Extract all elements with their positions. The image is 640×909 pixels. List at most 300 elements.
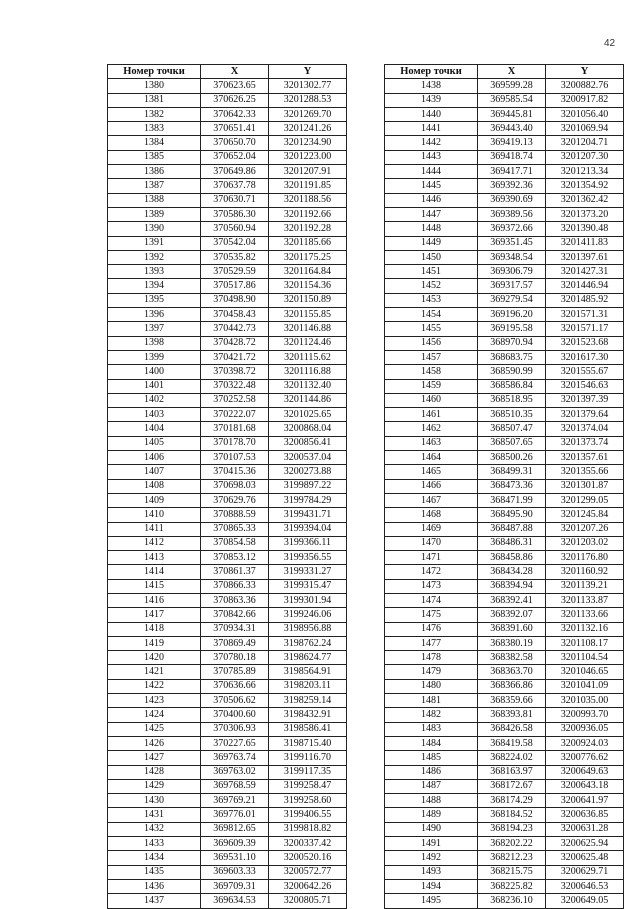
table-row: [108, 565, 347, 579]
x-coordinate-cell: 368194.23: [478, 822, 546, 836]
table-row: [385, 522, 624, 536]
x-coordinate-cell: 370637.78: [201, 179, 269, 193]
table-row: [385, 565, 624, 579]
y-coordinate-cell: 3201427.31: [546, 265, 624, 279]
table-row: [108, 751, 347, 765]
table-row: [385, 408, 624, 422]
x-coordinate-cell: 368392.41: [478, 593, 546, 607]
x-coordinate-cell: 368683.75: [478, 350, 546, 364]
x-coordinate-cell: 368458.86: [478, 551, 546, 565]
y-coordinate-cell: 3201288.53: [269, 93, 347, 107]
y-coordinate-cell: 3200537.04: [269, 451, 347, 465]
table-row: [385, 794, 624, 808]
x-coordinate-cell: 370542.04: [201, 236, 269, 250]
point-number-cell: 1456: [385, 336, 478, 350]
table-row: [108, 522, 347, 536]
point-number-cell: 1477: [385, 636, 478, 650]
point-number-cell: 1483: [385, 722, 478, 736]
table-row: [385, 93, 624, 107]
x-coordinate-cell: 369769.21: [201, 794, 269, 808]
point-number-cell: 1397: [108, 322, 201, 336]
x-coordinate-cell: 369372.66: [478, 222, 546, 236]
table-row: [108, 651, 347, 665]
x-coordinate-cell: 368392.07: [478, 608, 546, 622]
point-number-cell: 1460: [385, 393, 478, 407]
x-coordinate-cell: 368473.36: [478, 479, 546, 493]
x-coordinate-cell: 370652.04: [201, 150, 269, 164]
y-coordinate-cell: 3201160.92: [546, 565, 624, 579]
y-coordinate-cell: 3200572.77: [269, 865, 347, 879]
point-number-cell: 1442: [385, 136, 478, 150]
x-coordinate-cell: 370560.94: [201, 222, 269, 236]
y-coordinate-cell: 3201373.74: [546, 436, 624, 450]
x-coordinate-cell: 370636.66: [201, 679, 269, 693]
point-number-cell: 1419: [108, 636, 201, 650]
table-row: [108, 136, 347, 150]
point-number-cell: 1387: [108, 179, 201, 193]
y-coordinate-cell: 3201223.00: [269, 150, 347, 164]
y-coordinate-cell: 3201374.04: [546, 422, 624, 436]
x-coordinate-cell: 370630.71: [201, 193, 269, 207]
y-coordinate-cell: 3200936.05: [546, 722, 624, 736]
table-row: [385, 722, 624, 736]
y-coordinate-cell: 3199394.04: [269, 522, 347, 536]
point-number-cell: 1381: [108, 93, 201, 107]
point-number-cell: 1408: [108, 479, 201, 493]
table-row: [385, 479, 624, 493]
point-number-cell: 1471: [385, 551, 478, 565]
point-number-cell: 1418: [108, 622, 201, 636]
table-header-row: [385, 65, 624, 79]
point-number-cell: 1434: [108, 851, 201, 865]
coordinates-table-right: [384, 64, 624, 909]
y-coordinate-cell: 3201192.28: [269, 222, 347, 236]
y-coordinate-cell: 3201207.30: [546, 150, 624, 164]
y-coordinate-cell: 3200273.88: [269, 465, 347, 479]
y-coordinate-cell: 3201041.09: [546, 679, 624, 693]
table-row: [108, 665, 347, 679]
table-row: [108, 879, 347, 893]
point-number-cell: 1479: [385, 665, 478, 679]
y-coordinate-cell: 3201269.70: [269, 107, 347, 121]
x-coordinate-cell: 370698.03: [201, 479, 269, 493]
point-number-cell: 1458: [385, 365, 478, 379]
x-coordinate-cell: 370861.37: [201, 565, 269, 579]
y-coordinate-cell: 3198956.88: [269, 622, 347, 636]
x-coordinate-cell: 368486.31: [478, 536, 546, 550]
y-coordinate-cell: 3201390.48: [546, 222, 624, 236]
table-row: [108, 779, 347, 793]
y-coordinate-cell: 3201025.65: [269, 408, 347, 422]
point-number-cell: 1478: [385, 651, 478, 665]
table-row: [385, 179, 624, 193]
table-row: [385, 279, 624, 293]
y-coordinate-cell: 3201132.40: [269, 379, 347, 393]
y-coordinate-cell: 3199366.11: [269, 536, 347, 550]
x-coordinate-cell: 368970.94: [478, 336, 546, 350]
point-number-cell: 1449: [385, 236, 478, 250]
x-coordinate-cell: 370421.72: [201, 350, 269, 364]
x-coordinate-cell: 369709.31: [201, 879, 269, 893]
y-coordinate-cell: 3201133.66: [546, 608, 624, 622]
table-row: [385, 379, 624, 393]
y-coordinate-cell: 3201397.39: [546, 393, 624, 407]
y-coordinate-cell: 3201188.56: [269, 193, 347, 207]
table-row: [385, 465, 624, 479]
y-coordinate-cell: 3201234.90: [269, 136, 347, 150]
y-coordinate-cell: 3201302.77: [269, 79, 347, 93]
point-number-cell: 1472: [385, 565, 478, 579]
point-number-cell: 1388: [108, 193, 201, 207]
point-number-cell: 1413: [108, 551, 201, 565]
table-row: [108, 79, 347, 93]
table-row: [108, 336, 347, 350]
y-coordinate-cell: 3201299.05: [546, 493, 624, 507]
y-coordinate-cell: 3201485.92: [546, 293, 624, 307]
table-row: [108, 708, 347, 722]
point-number-cell: 1487: [385, 779, 478, 793]
x-coordinate-cell: 368434.28: [478, 565, 546, 579]
table-row: [108, 508, 347, 522]
point-number-cell: 1464: [385, 451, 478, 465]
table-row: [385, 851, 624, 865]
x-coordinate-cell: 370415.36: [201, 465, 269, 479]
point-number-cell: 1414: [108, 565, 201, 579]
y-coordinate-cell: 3199301.94: [269, 593, 347, 607]
x-coordinate-cell: 370107.53: [201, 451, 269, 465]
point-number-cell: 1429: [108, 779, 201, 793]
table-row: [108, 436, 347, 450]
table-row: [385, 665, 624, 679]
point-number-cell: 1390: [108, 222, 201, 236]
table-row: [385, 308, 624, 322]
point-number-cell: 1383: [108, 122, 201, 136]
table-row: [108, 365, 347, 379]
point-number-cell: 1491: [385, 837, 478, 851]
point-number-cell: 1454: [385, 308, 478, 322]
x-coordinate-cell: 368590.99: [478, 365, 546, 379]
point-number-cell: 1438: [385, 79, 478, 93]
x-coordinate-cell: 368495.90: [478, 508, 546, 522]
point-number-cell: 1391: [108, 236, 201, 250]
y-coordinate-cell: 3201571.31: [546, 308, 624, 322]
x-coordinate-cell: 370506.62: [201, 694, 269, 708]
x-coordinate-cell: 368225.82: [478, 879, 546, 893]
table-row: [108, 451, 347, 465]
y-coordinate-cell: 3201164.84: [269, 265, 347, 279]
table-row: [108, 865, 347, 879]
table-row: [108, 350, 347, 364]
point-number-cell: 1448: [385, 222, 478, 236]
x-coordinate-cell: 370623.65: [201, 79, 269, 93]
y-coordinate-cell: 3198564.91: [269, 665, 347, 679]
table-row: [385, 350, 624, 364]
x-coordinate-cell: 369634.53: [201, 894, 269, 908]
point-number-cell: 1467: [385, 493, 478, 507]
x-coordinate-cell: 369585.54: [478, 93, 546, 107]
y-coordinate-cell: 3201115.62: [269, 350, 347, 364]
table-row: [385, 265, 624, 279]
x-coordinate-cell: 368471.99: [478, 493, 546, 507]
point-number-cell: 1401: [108, 379, 201, 393]
table-row: [385, 865, 624, 879]
point-number-cell: 1436: [108, 879, 201, 893]
x-coordinate-cell: 370869.49: [201, 636, 269, 650]
point-number-cell: 1455: [385, 322, 478, 336]
x-coordinate-cell: 368382.58: [478, 651, 546, 665]
table-row: [108, 822, 347, 836]
y-coordinate-cell: 3201301.87: [546, 479, 624, 493]
y-coordinate-cell: 3201144.86: [269, 393, 347, 407]
point-number-cell: 1422: [108, 679, 201, 693]
y-coordinate-cell: 3201207.26: [546, 522, 624, 536]
point-number-cell: 1380: [108, 79, 201, 93]
point-number-cell: 1488: [385, 794, 478, 808]
point-number-cell: 1476: [385, 622, 478, 636]
x-coordinate-cell: 369531.10: [201, 851, 269, 865]
x-coordinate-cell: 369417.71: [478, 165, 546, 179]
table-row: [108, 150, 347, 164]
y-coordinate-cell: 3201362.42: [546, 193, 624, 207]
point-number-cell: 1462: [385, 422, 478, 436]
x-coordinate-cell: 370629.76: [201, 493, 269, 507]
table-row: [108, 837, 347, 851]
point-number-cell: 1475: [385, 608, 478, 622]
x-coordinate-cell: 368487.88: [478, 522, 546, 536]
y-coordinate-cell: 3201132.16: [546, 622, 624, 636]
x-coordinate-cell: 370865.33: [201, 522, 269, 536]
point-number-cell: 1384: [108, 136, 201, 150]
x-coordinate-cell: 369776.01: [201, 808, 269, 822]
x-coordinate-cell: 370306.93: [201, 722, 269, 736]
table-row: [108, 93, 347, 107]
x-coordinate-cell: 368507.47: [478, 422, 546, 436]
point-number-cell: 1461: [385, 408, 478, 422]
table-row: [385, 894, 624, 908]
y-coordinate-cell: 3199784.29: [269, 493, 347, 507]
x-coordinate-cell: 370181.68: [201, 422, 269, 436]
y-coordinate-cell: 3199258.47: [269, 779, 347, 793]
point-number-cell: 1403: [108, 408, 201, 422]
y-coordinate-cell: 3200856.41: [269, 436, 347, 450]
x-coordinate-cell: 369763.02: [201, 765, 269, 779]
table-row: [385, 808, 624, 822]
table-row: [108, 851, 347, 865]
table-row: [385, 207, 624, 221]
point-number-cell: 1473: [385, 579, 478, 593]
point-number-cell: 1445: [385, 179, 478, 193]
table-row: [385, 122, 624, 136]
point-number-cell: 1406: [108, 451, 201, 465]
table-row: [385, 679, 624, 693]
y-coordinate-cell: 3200646.53: [546, 879, 624, 893]
point-number-cell: 1416: [108, 593, 201, 607]
table-row: [385, 365, 624, 379]
table-row: [108, 222, 347, 236]
y-header: Y: [546, 65, 624, 79]
point-number-cell: 1480: [385, 679, 478, 693]
y-coordinate-cell: 3199331.27: [269, 565, 347, 579]
table-row: [108, 536, 347, 550]
x-coordinate-cell: 370322.48: [201, 379, 269, 393]
table-row: [108, 193, 347, 207]
y-coordinate-cell: 3198203.11: [269, 679, 347, 693]
x-coordinate-cell: 369389.56: [478, 207, 546, 221]
y-coordinate-cell: 3201154.36: [269, 279, 347, 293]
point-number-cell: 1411: [108, 522, 201, 536]
table-row: [385, 593, 624, 607]
point-number-cell: 1474: [385, 593, 478, 607]
y-coordinate-cell: 3199431.71: [269, 508, 347, 522]
x-coordinate-cell: 370854.58: [201, 536, 269, 550]
table-row: [385, 165, 624, 179]
x-coordinate-cell: 370222.07: [201, 408, 269, 422]
point-number-cell: 1484: [385, 736, 478, 750]
y-coordinate-cell: 3201523.68: [546, 336, 624, 350]
x-coordinate-cell: 368499.31: [478, 465, 546, 479]
table-row: [108, 308, 347, 322]
y-coordinate-cell: 3200649.05: [546, 894, 624, 908]
x-coordinate-cell: 370842.66: [201, 608, 269, 622]
x-coordinate-cell: 368380.19: [478, 636, 546, 650]
y-coordinate-cell: 3201204.71: [546, 136, 624, 150]
point-number-cell: 1424: [108, 708, 201, 722]
table-row: [385, 579, 624, 593]
point-number-cell: 1437: [108, 894, 201, 908]
table-row: [108, 479, 347, 493]
y-coordinate-cell: 3200643.18: [546, 779, 624, 793]
y-coordinate-cell: 3201546.63: [546, 379, 624, 393]
point-number-cell: 1470: [385, 536, 478, 550]
table-row: [108, 165, 347, 179]
x-coordinate-cell: 369279.54: [478, 293, 546, 307]
x-coordinate-cell: 368215.75: [478, 865, 546, 879]
x-coordinate-cell: 369390.69: [478, 193, 546, 207]
table-row: [108, 622, 347, 636]
y-coordinate-cell: 3201124.46: [269, 336, 347, 350]
table-row: [385, 779, 624, 793]
table-row: [385, 651, 624, 665]
point-number-cell: 1415: [108, 579, 201, 593]
y-coordinate-cell: 3200924.03: [546, 736, 624, 750]
point-number-cell: 1427: [108, 751, 201, 765]
table-row: [385, 193, 624, 207]
y-coordinate-cell: 3199315.47: [269, 579, 347, 593]
table-row: [385, 393, 624, 407]
x-coordinate-cell: 368184.52: [478, 808, 546, 822]
x-coordinate-cell: 369317.57: [478, 279, 546, 293]
point-number-cell: 1421: [108, 665, 201, 679]
y-coordinate-cell: 3201373.20: [546, 207, 624, 221]
x-coordinate-cell: 368586.84: [478, 379, 546, 393]
y-coordinate-cell: 3200868.04: [269, 422, 347, 436]
y-coordinate-cell: 3201617.30: [546, 350, 624, 364]
x-coordinate-cell: 368393.81: [478, 708, 546, 722]
x-coordinate-cell: 368426.58: [478, 722, 546, 736]
point-number-cell: 1430: [108, 794, 201, 808]
x-coordinate-cell: 369603.33: [201, 865, 269, 879]
point-number-cell: 1396: [108, 308, 201, 322]
point-number-cell: 1399: [108, 350, 201, 364]
y-coordinate-cell: 3200631.28: [546, 822, 624, 836]
table-row: [108, 322, 347, 336]
table-row: [108, 808, 347, 822]
point-number-cell: 1409: [108, 493, 201, 507]
point-number-cell: 1398: [108, 336, 201, 350]
y-coordinate-cell: 3198259.14: [269, 694, 347, 708]
point-number-cell: 1469: [385, 522, 478, 536]
table-row: [108, 679, 347, 693]
x-coordinate-cell: 370400.60: [201, 708, 269, 722]
x-coordinate-cell: 368419.58: [478, 736, 546, 750]
x-coordinate-cell: 369768.59: [201, 779, 269, 793]
table-row: [385, 822, 624, 836]
table-row: [108, 694, 347, 708]
y-coordinate-cell: 3201379.64: [546, 408, 624, 422]
x-coordinate-cell: 368212.23: [478, 851, 546, 865]
x-coordinate-cell: 370586.30: [201, 207, 269, 221]
table-row: [385, 636, 624, 650]
point-number-cell: 1443: [385, 150, 478, 164]
y-coordinate-cell: 3199258.60: [269, 794, 347, 808]
x-coordinate-cell: 368500.26: [478, 451, 546, 465]
table-row: [385, 422, 624, 436]
table-row: [385, 336, 624, 350]
point-number-cell: 1494: [385, 879, 478, 893]
point-number-cell: 1490: [385, 822, 478, 836]
y-coordinate-cell: 3201176.80: [546, 551, 624, 565]
x-coordinate-cell: 369443.40: [478, 122, 546, 136]
point-number-cell: 1485: [385, 751, 478, 765]
x-coordinate-cell: 370853.12: [201, 551, 269, 565]
y-coordinate-cell: 3201397.61: [546, 250, 624, 264]
y-header: Y: [269, 65, 347, 79]
x-coordinate-cell: 370535.82: [201, 250, 269, 264]
table-row: [108, 293, 347, 307]
y-coordinate-cell: 3201207.91: [269, 165, 347, 179]
x-coordinate-cell: 370785.89: [201, 665, 269, 679]
point-number-cell: 1468: [385, 508, 478, 522]
table-row: [108, 122, 347, 136]
table-row: [385, 293, 624, 307]
table-row: [385, 107, 624, 121]
x-coordinate-cell: 370227.65: [201, 736, 269, 750]
x-coordinate-cell: 369306.79: [478, 265, 546, 279]
point-number-cell: 1382: [108, 107, 201, 121]
point-number-cell: 1433: [108, 837, 201, 851]
x-coordinate-cell: 368224.02: [478, 751, 546, 765]
y-coordinate-cell: 3201155.85: [269, 308, 347, 322]
point-number-cell: 1440: [385, 107, 478, 121]
table-row: [385, 451, 624, 465]
x-coordinate-cell: 370642.33: [201, 107, 269, 121]
table-header-row: [108, 65, 347, 79]
table-row: [385, 236, 624, 250]
x-coordinate-cell: 369763.74: [201, 751, 269, 765]
point-number-cell: 1450: [385, 250, 478, 264]
point-number-header: Номер точки: [108, 65, 201, 79]
y-coordinate-cell: 3201104.54: [546, 651, 624, 665]
y-coordinate-cell: 3201355.66: [546, 465, 624, 479]
x-header: X: [478, 65, 546, 79]
x-coordinate-cell: 369418.74: [478, 150, 546, 164]
y-coordinate-cell: 3198762.24: [269, 636, 347, 650]
table-row: [385, 508, 624, 522]
y-coordinate-cell: 3200993.70: [546, 708, 624, 722]
point-number-cell: 1407: [108, 465, 201, 479]
x-coordinate-cell: 370252.58: [201, 393, 269, 407]
point-number-cell: 1451: [385, 265, 478, 279]
